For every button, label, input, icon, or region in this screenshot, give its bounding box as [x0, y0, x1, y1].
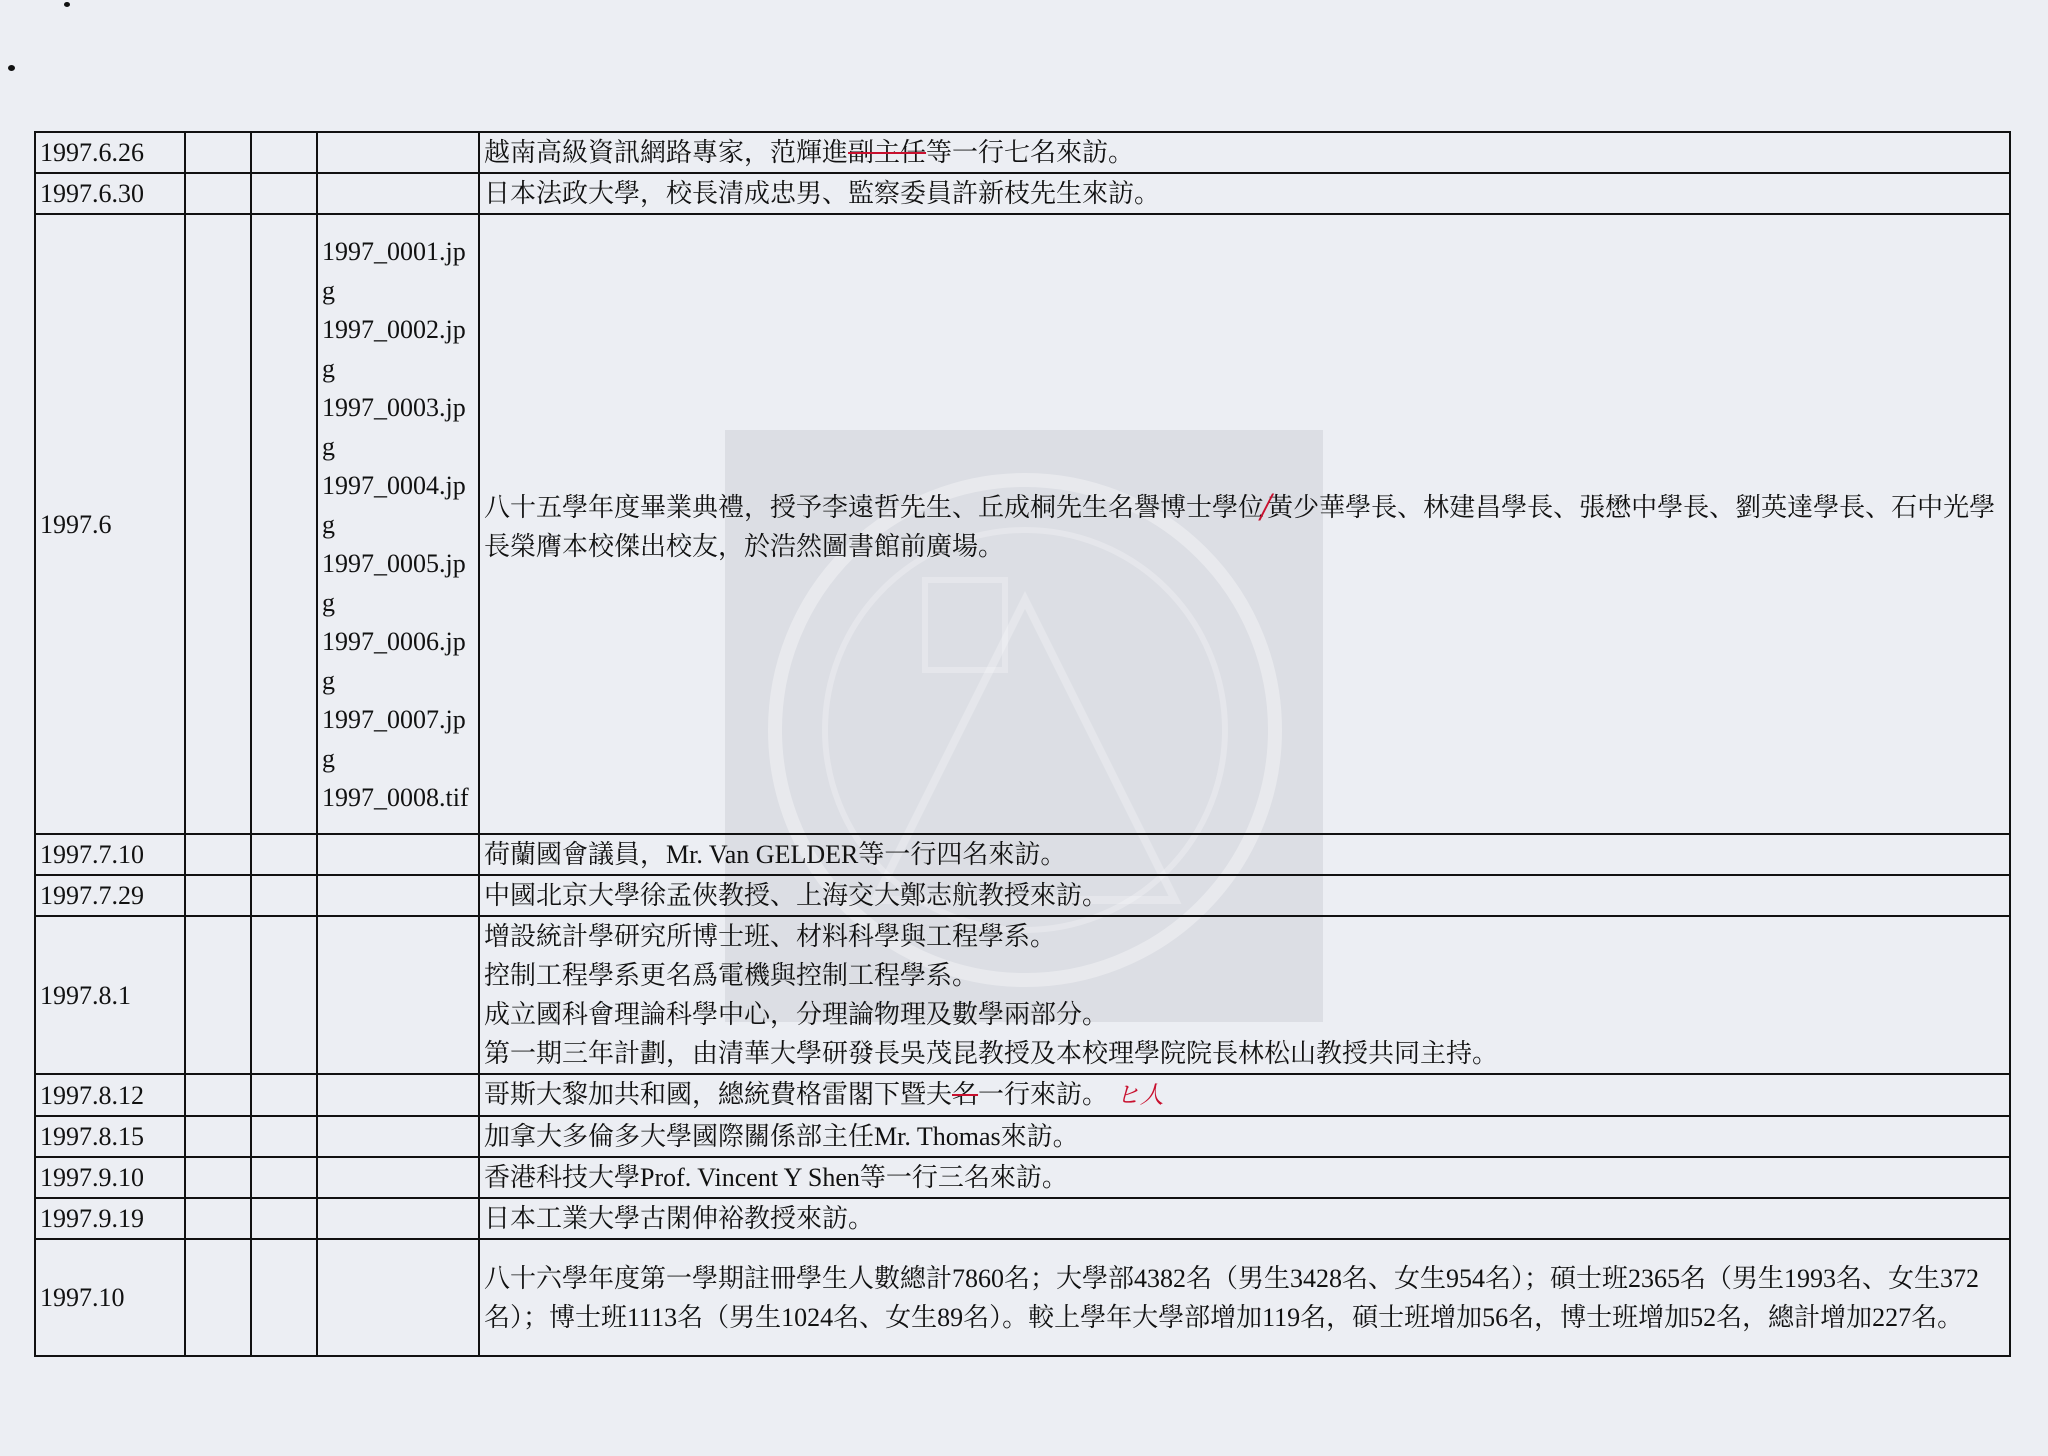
date-cell: 1997.7.10 — [35, 834, 185, 875]
description-cell — [479, 834, 2010, 875]
description-text: 日本工業大學古閑伸裕教授來訪。 — [484, 1204, 875, 1233]
empty-cell — [251, 916, 317, 1074]
description-text: 八十六學年度第一學期註冊學生人數總計7860名；大學部4382名（男生3428名、女生954名）；碩士班2365名（男生1993名、女生372名）；博士班1113名（男生1024名、女生89名）。較上學年大學部增加119名，碩士班增加56名，博士班增加52名，總計增加227名。 — [484, 1263, 1980, 1332]
date-cell: 1997.6 — [35, 214, 185, 834]
description-text: 荷蘭國會議員，Mr. Van GELDER等一行四名來訪。 — [484, 840, 1067, 869]
description-text: 等一行七名來訪。 — [926, 138, 1135, 167]
description-text: 黃少華學長、林建昌學長、張懋中學長、劉英達學長、石中光學長榮膺本校傑出校友，於浩然圖書館前廣場。 — [484, 492, 1996, 561]
table-row — [35, 1239, 2010, 1356]
file-name: 1997_0006.jpg — [322, 626, 466, 695]
description-text: 一行來訪。 — [978, 1080, 1109, 1109]
description-cell — [479, 1116, 2010, 1157]
empty-cell — [251, 132, 317, 173]
struck-text: 名 — [952, 1080, 979, 1109]
empty-cell — [251, 834, 317, 875]
description-text: 加拿大多倫多大學國際關係部主任Mr. Thomas來訪。 — [484, 1122, 1079, 1151]
empty-cell — [185, 214, 251, 834]
file-name: 1997_0008.tif — [322, 782, 469, 812]
description-cell — [479, 1157, 2010, 1198]
description-line: 成立國科會理論科學中心，分理論物理及數學兩部分。 — [484, 1000, 1109, 1029]
chronology-table — [34, 131, 2011, 1357]
table-row — [35, 834, 2010, 875]
description-text: 越南高級資訊網路專家，范輝進 — [484, 138, 849, 167]
date-cell: 1997.8.15 — [35, 1116, 185, 1157]
empty-cell — [251, 1116, 317, 1157]
file-list-cell — [317, 1116, 479, 1157]
date-cell: 1997.9.10 — [35, 1157, 185, 1198]
file-list-cell — [317, 173, 479, 214]
file-list-cell — [317, 875, 479, 916]
empty-cell — [251, 1239, 317, 1356]
file-name: 1997_0005.jpg — [322, 548, 466, 617]
empty-cell — [185, 1157, 251, 1198]
description-text: 哥斯大黎加共和國，總統費格雷閣下暨夫 — [484, 1080, 953, 1109]
description-cell — [479, 916, 2010, 1074]
description-text: 八十五學年度畢業典禮，授予李遠哲先生、丘成桐先生名譽博士學位 — [484, 492, 1265, 522]
empty-cell — [251, 173, 317, 214]
file-name: 1997_0002.jpg — [322, 314, 466, 383]
empty-cell — [251, 875, 317, 916]
description-text: 香港科技大學Prof. Vincent Y Shen等一行三名來訪。 — [484, 1163, 1068, 1192]
date-cell: 1997.8.12 — [35, 1074, 185, 1116]
description-cell — [479, 1239, 2010, 1356]
description-cell — [479, 1198, 2010, 1239]
date-cell: 1997.9.19 — [35, 1198, 185, 1239]
empty-cell — [185, 1116, 251, 1157]
date-cell: 1997.6.26 — [35, 132, 185, 173]
description-line: 增設統計學研究所博士班、材料科學與工程學系。 — [484, 922, 1057, 951]
table-row — [35, 1074, 2010, 1116]
file-list-cell — [317, 132, 479, 173]
chronology-body — [35, 132, 2010, 1356]
date-cell: 1997.7.29 — [35, 875, 185, 916]
empty-cell — [185, 173, 251, 214]
red-insert-mark: / — [1260, 483, 1272, 529]
table-row — [35, 1116, 2010, 1157]
empty-cell — [185, 1074, 251, 1116]
empty-cell — [251, 1074, 317, 1116]
table-row — [35, 132, 2010, 173]
empty-cell — [185, 875, 251, 916]
table-row — [35, 916, 2010, 1074]
description-text: 中國北京大學徐孟俠教授、上海交大鄭志航教授來訪。 — [484, 881, 1109, 910]
file-list-cell — [317, 834, 479, 875]
description-cell — [479, 214, 2010, 834]
table-row — [35, 173, 2010, 214]
struck-text: 副主任 — [848, 138, 927, 167]
description-line: 第一期三年計劃，由清華大學研發長吳茂昆教授及本校理學院院長林松山教授共同主持。 — [484, 1039, 1499, 1068]
empty-cell — [251, 214, 317, 834]
description-cell — [479, 173, 2010, 214]
description-cell — [479, 875, 2010, 916]
date-cell: 1997.10 — [35, 1239, 185, 1356]
file-name: 1997_0004.jpg — [322, 470, 466, 539]
empty-cell — [185, 132, 251, 173]
table-row — [35, 875, 2010, 916]
date-cell: 1997.6.30 — [35, 173, 185, 214]
file-name: 1997_0007.jpg — [322, 704, 466, 773]
file-name: 1997_0001.jpg — [322, 236, 466, 305]
table-row — [35, 1198, 2010, 1239]
description-cell — [479, 1074, 2010, 1116]
description-text: 日本法政大學，校長清成忠男、監察委員許新枝先生來訪。 — [484, 179, 1161, 208]
empty-cell — [251, 1157, 317, 1198]
empty-cell — [185, 834, 251, 875]
file-list-cell — [317, 1074, 479, 1116]
date-cell: 1997.8.1 — [35, 916, 185, 1074]
file-list-cell — [317, 1157, 479, 1198]
empty-cell — [185, 916, 251, 1074]
description-line: 控制工程學系更名爲電機與控制工程學系。 — [484, 961, 979, 990]
empty-cell — [185, 1198, 251, 1239]
file-list-cell — [317, 214, 479, 834]
scan-speck — [8, 65, 15, 71]
file-name: 1997_0003.jpg — [322, 392, 466, 461]
description-cell — [479, 132, 2010, 173]
file-list-cell — [317, 1198, 479, 1239]
table-row — [35, 1157, 2010, 1198]
empty-cell — [185, 1239, 251, 1356]
red-handwritten-note: ヒ人 — [1108, 1081, 1164, 1109]
file-list-cell — [317, 1239, 479, 1356]
file-list-cell — [317, 916, 479, 1074]
scan-speck — [64, 2, 70, 7]
table-row — [35, 214, 2010, 834]
empty-cell — [251, 1198, 317, 1239]
